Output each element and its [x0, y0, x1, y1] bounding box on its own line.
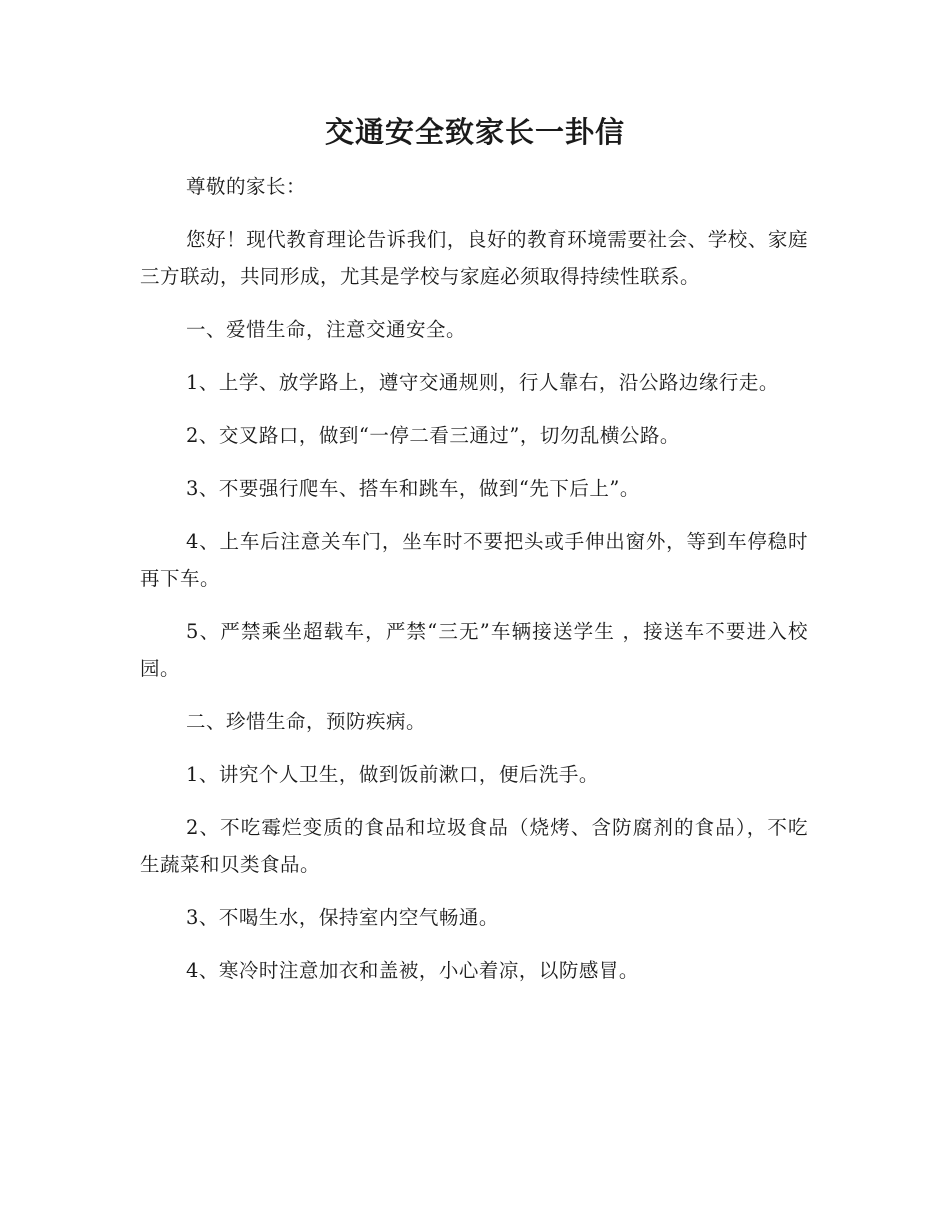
- document-title: 交通安全致家长一卦信: [324, 115, 625, 149]
- section-heading-health: 二、珍惜生命，预防疾病。: [186, 710, 427, 733]
- health-item-2: 2、不吃霉烂变质的食品和垃圾食品（烧烤、含防腐剂的食品），不吃生蔬菜和贝类食品。: [140, 816, 808, 876]
- traffic-item-5: 5、严禁乘坐超载车，严禁“三无”车辆接送学生 ，接送车不要进入校园。: [140, 620, 808, 680]
- health-item-1: 1、讲究个人卫生，做到饭前漱口，便后洗手。: [186, 763, 599, 786]
- health-item-4: 4、寒冷时注意加衣和盖被，小心着凉，以防感冒。: [186, 959, 639, 982]
- traffic-item-4: 4、上车后注意关车门，坐车时不要把头或手伸出窗外，等到车停稳时再下车。: [140, 530, 808, 590]
- salutation: 尊敬的家长：: [186, 175, 307, 198]
- traffic-item-1: 1、上学、放学路上，遵守交通规则，行人靠右，沿公路边缘行走。: [186, 371, 779, 394]
- traffic-item-3: 3、不要强行爬车、搭车和跳车，做到“先下后上”。: [186, 477, 640, 500]
- section-heading-traffic: 一、爱惜生命，注意交通安全。: [186, 318, 467, 341]
- document-body: [140, 168, 808, 1005]
- intro-paragraph: 您好！现代教育理论告诉我们，良好的教育环境需要社会、学校、家庭三方联动，共同形成，尤其是学校与家庭必须取得持续性联系。: [140, 228, 808, 288]
- health-item-3: 3、不喝生水，保持室内空气畅通。: [186, 906, 499, 929]
- traffic-item-2: 2、交叉路口，做到“一停二看三通过”，切勿乱横公路。: [186, 424, 680, 447]
